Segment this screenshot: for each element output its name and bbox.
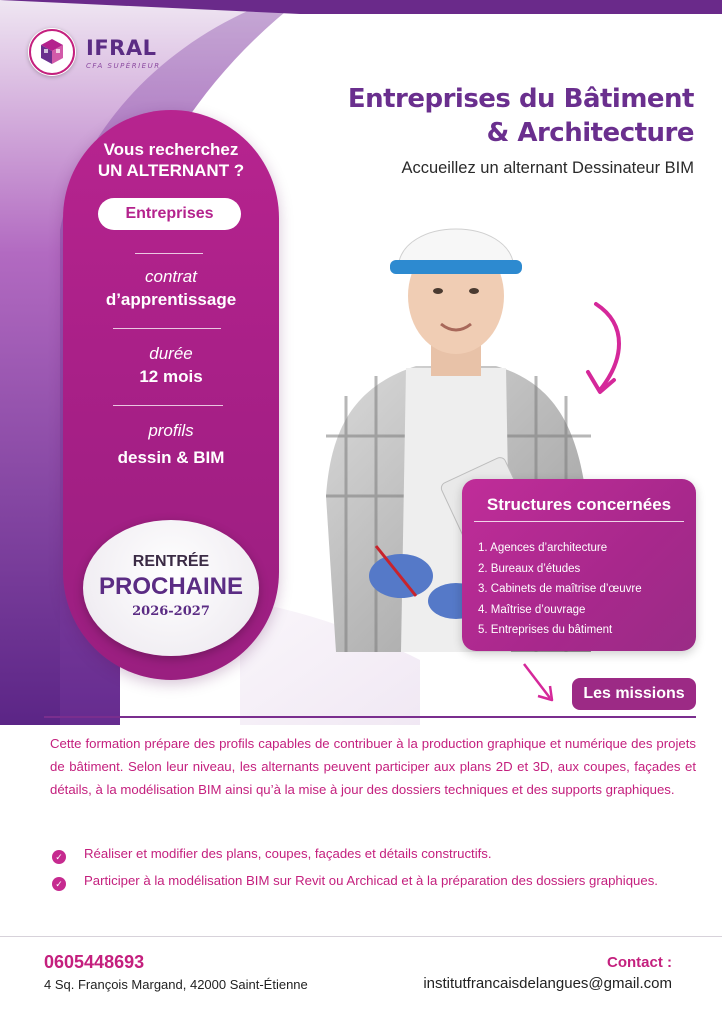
check-icon: ✓	[52, 877, 66, 891]
list-item: 5. Entreprises du bâtiment	[478, 624, 613, 636]
divider	[113, 328, 221, 329]
duration-label: durée	[149, 344, 193, 363]
list-item: 2. Bureaux d’études	[478, 562, 581, 575]
divider	[474, 521, 684, 522]
email-link[interactable]: institutfrancaisdelangues@gmail.com	[423, 975, 672, 992]
mission-bullet-text: Réaliser et modifier des plans, coupes, façades et détails constructifs.	[84, 846, 492, 861]
down-right-arrow-icon	[520, 660, 560, 706]
question-line2: UN ALTERNANT ?	[97, 161, 245, 180]
mission-bullet	[52, 873, 658, 891]
entreprises-button[interactable]: Entreprises	[98, 198, 241, 230]
question-line1: Vous recherchez	[103, 140, 239, 159]
ifral-cube-logo-icon	[28, 28, 76, 76]
section-divider	[44, 716, 696, 718]
rentree-years: 2026-2027	[132, 604, 210, 619]
brand-logo	[28, 28, 178, 82]
profiles-value: dessin & BIM	[117, 448, 225, 467]
page-title-line2: & Architecture	[486, 118, 694, 148]
phone-number[interactable]: 0605448693	[44, 952, 145, 972]
structures-list	[478, 538, 642, 641]
list-item: 4. Maîtrise d’ouvrage	[478, 603, 586, 616]
check-icon: ✓	[52, 850, 66, 864]
divider	[135, 253, 203, 254]
contract-value: d’apprentissage	[105, 290, 237, 309]
list-item: 1. Agences d’architecture	[478, 542, 608, 554]
page-subtitle: Accueillez un alternant Dessinateur BIM	[401, 159, 694, 177]
rentree-line2: PROCHAINE	[98, 573, 243, 600]
contract-label: contrat	[145, 267, 197, 286]
mission-bullet	[52, 846, 492, 864]
missions-button[interactable]: Les missions	[572, 678, 696, 710]
rentree-line1: RENTRÉE	[132, 553, 210, 570]
curved-arrow-icon	[578, 300, 628, 400]
missions-paragraph: Cette formation prépare des profils capables de contribuer à la production graphique et numérique des projets de bâtiment. Selon leur niveau, les alternants peuvent participer aux plans 2D et 3D, aux coupes, façades et détails, à la modélisation BIM ainsi qu’à la mise à jour des dossiers techniques et des supports graphiques.	[50, 736, 696, 797]
divider	[113, 405, 223, 406]
brand-name: IFRAL	[86, 36, 157, 60]
list-item: 3. Cabinets de maîtrise d’œuvre	[478, 583, 642, 595]
address: 4 Sq. François Margand, 42000 Saint-Étienne	[44, 977, 308, 992]
footer-divider	[0, 936, 722, 937]
mission-bullet-text: Participer à la modélisation BIM sur Revit ou Archicad et à la préparation des dossiers graphiques.	[84, 873, 658, 888]
duration-value: 12 mois	[139, 367, 203, 386]
contact-label: Contact :	[607, 954, 672, 971]
structures-title: Structures concernées	[486, 495, 672, 514]
page-title-line1: Entreprises du Bâtiment	[347, 84, 694, 114]
brand-tagline: CFA SUPÉRIEUR	[86, 62, 161, 70]
profiles-label: profils	[148, 421, 194, 440]
